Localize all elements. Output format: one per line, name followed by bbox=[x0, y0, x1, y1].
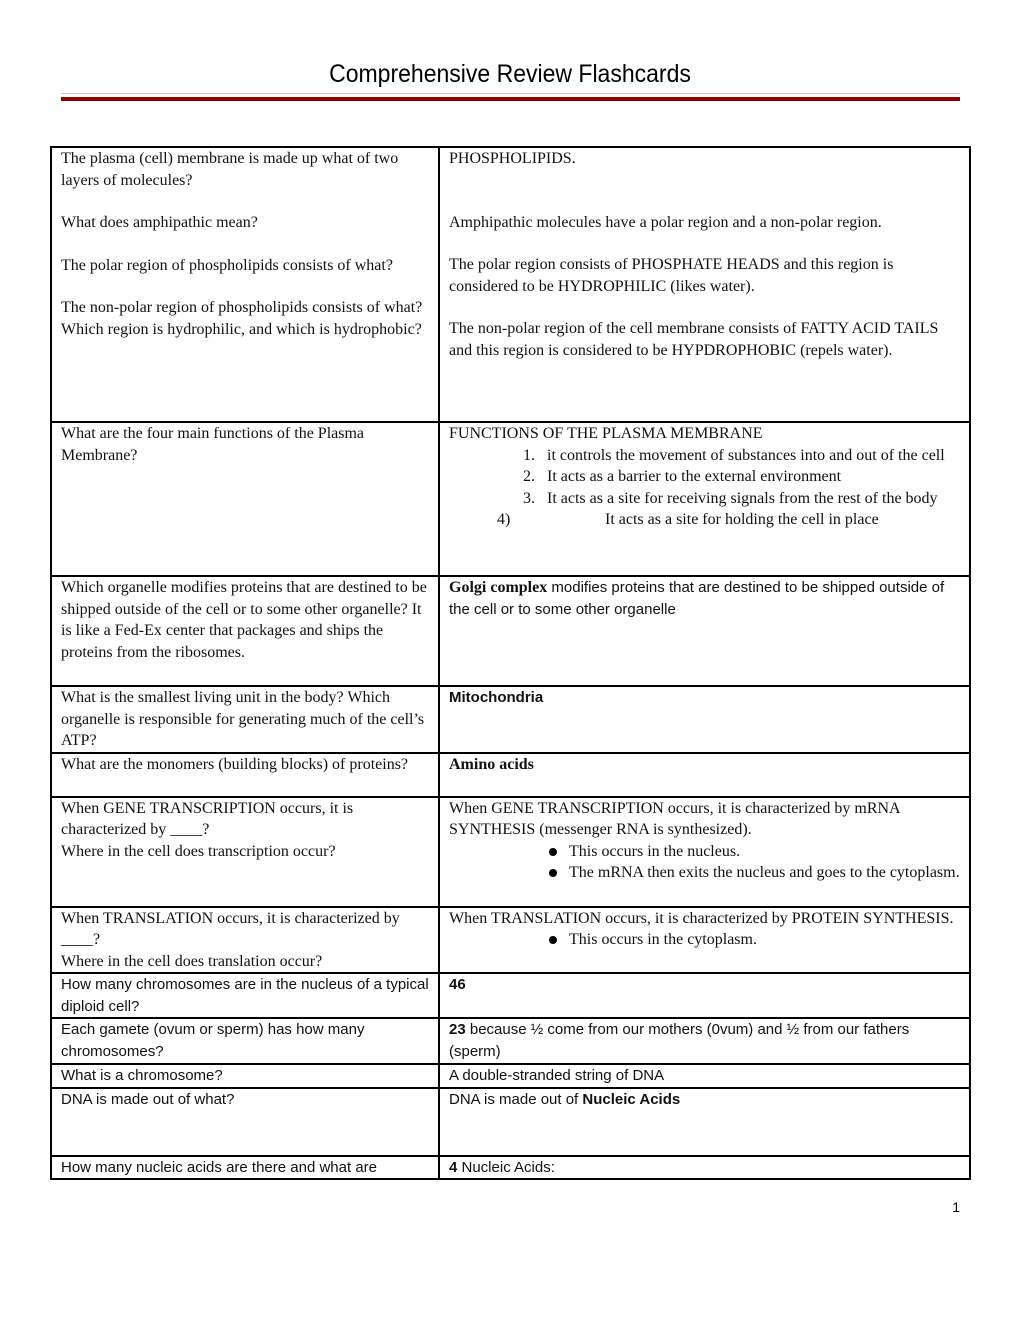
answer: When GENE TRANSCRIPTION occurs, it is characterized by mRNA SYNTHESIS (messenger RNA is synthesized). bbox=[449, 799, 900, 838]
question-cell bbox=[51, 753, 439, 797]
answer-cell bbox=[439, 753, 970, 797]
answer: because ½ come from our mothers (0vum) and ½ from our fathers (sperm) bbox=[449, 1021, 910, 1060]
answer-cell bbox=[439, 1064, 970, 1088]
question: What does amphipathic mean? bbox=[61, 214, 258, 231]
answer-bold: Amino acids bbox=[449, 755, 534, 773]
question-cell bbox=[51, 797, 439, 907]
question: What are the four main functions of the Plasma Membrane? bbox=[61, 425, 365, 464]
answer-bold: Mitochondria bbox=[449, 689, 544, 706]
answer-bold: Nucleic Acids bbox=[582, 1090, 681, 1108]
table-row bbox=[51, 907, 970, 974]
functions-list bbox=[449, 445, 961, 510]
table-row bbox=[51, 1018, 970, 1064]
table-row bbox=[51, 576, 970, 686]
question: What is a chromosome? bbox=[61, 1067, 223, 1084]
question: Each gamete (ovum or sperm) has how many chromosomes? bbox=[61, 1021, 365, 1060]
table-row bbox=[51, 1088, 970, 1156]
answer: DNA is made out of bbox=[449, 1090, 583, 1108]
question: Where in the cell does transcription occur? bbox=[61, 842, 336, 860]
answer: modifies proteins that are destined to be shipped outside of the cell or to some other organelle bbox=[449, 579, 945, 618]
bullet-list bbox=[449, 841, 961, 884]
answer-cell bbox=[439, 576, 970, 686]
list-item: 1. it controls the movement of substances into and out of the cell bbox=[539, 445, 961, 467]
answer: Nucleic Acids: bbox=[457, 1158, 555, 1176]
table-row bbox=[51, 753, 970, 797]
question-cell bbox=[51, 907, 439, 974]
list-item: The mRNA then exits the nucleus and goes to the cytoplasm. bbox=[549, 862, 961, 884]
list-item bbox=[449, 509, 961, 531]
answer: Amphipathic molecules have a polar region and a non-polar region. bbox=[449, 213, 882, 231]
answer-bold: 23 bbox=[449, 1021, 466, 1038]
question-cell bbox=[51, 973, 439, 1018]
page-number: 1 bbox=[952, 1199, 960, 1215]
answer: PHOSPHOLIPIDS. bbox=[449, 150, 576, 167]
title-rule-thick bbox=[61, 97, 960, 101]
question: Which organelle modifies proteins that are destined to be shipped outside of the cell or to some other organelle? It is like a Fed-Ex center that packages and ships the proteins from the ribosomes. bbox=[61, 579, 427, 661]
question: What are the monomers (building blocks) of proteins? bbox=[61, 755, 409, 773]
table-row bbox=[51, 1156, 970, 1180]
answer-cell bbox=[439, 422, 970, 576]
question-cell bbox=[51, 686, 439, 753]
list-item: 2. It acts as a barrier to the external environment bbox=[539, 466, 961, 488]
question-cell bbox=[51, 1064, 439, 1088]
question: What is the smallest living unit in the body? Which organelle is responsible for generating much of the cell’s ATP? bbox=[61, 689, 425, 749]
question-cell bbox=[51, 1018, 439, 1064]
list-item: This occurs in the cytoplasm. bbox=[549, 929, 961, 951]
table-row bbox=[51, 422, 970, 576]
question: How many chromosomes are in the nucleus of a typical diploid cell? bbox=[61, 976, 429, 1015]
title-rule-thin bbox=[61, 93, 960, 94]
answer: The non-polar region of the cell membrane consists of FATTY ACID TAILS and this region is considered to be HYPDROPHOBIC (repels water). bbox=[449, 320, 939, 359]
answer-cell bbox=[439, 797, 970, 907]
answer-cell bbox=[439, 907, 970, 974]
question: When GENE TRANSCRIPTION occurs, it is characterized by ____? bbox=[61, 799, 354, 838]
answer: The polar region consists of PHOSPHATE HEADS and this region is considered to be HYDROPHILIC (likes water). bbox=[449, 256, 894, 295]
answer-cell bbox=[439, 973, 970, 1018]
table-row bbox=[51, 973, 970, 1018]
question: Where in the cell does translation occur? bbox=[61, 952, 323, 970]
table-row bbox=[51, 686, 970, 753]
answer-cell bbox=[439, 1018, 970, 1064]
question: The plasma (cell) membrane is made up what of two layers of molecules? bbox=[61, 150, 399, 189]
answer: When TRANSLATION occurs, it is characterized by PROTEIN SYNTHESIS. bbox=[449, 909, 954, 927]
question: The non-polar region of phospholipids consists of what? bbox=[61, 299, 423, 316]
list-item: 3. It acts as a site for receiving signals from the rest of the body bbox=[539, 488, 961, 510]
question-cell bbox=[51, 1088, 439, 1156]
table-row bbox=[51, 1064, 970, 1088]
question: Which region is hydrophilic, and which is hydrophobic? bbox=[61, 320, 422, 338]
answer: A double-stranded string of DNA bbox=[449, 1067, 665, 1084]
answer-cell bbox=[439, 147, 970, 422]
table-row bbox=[51, 797, 970, 907]
question-cell bbox=[51, 422, 439, 576]
answer-bold: 46 bbox=[449, 976, 466, 993]
answer-bold: Golgi complex bbox=[449, 579, 548, 596]
question-cell bbox=[51, 147, 439, 422]
flashcard-table bbox=[50, 146, 971, 1180]
question: How many nucleic acids are there and what are bbox=[61, 1158, 377, 1176]
answer-cell bbox=[439, 1088, 970, 1156]
question: The polar region of phospholipids consists of what? bbox=[61, 256, 393, 274]
answer-bold: 4 bbox=[449, 1158, 458, 1176]
question: When TRANSLATION occurs, it is characterized by ____? bbox=[61, 909, 400, 948]
question-cell bbox=[51, 1156, 439, 1180]
table-row bbox=[51, 147, 970, 422]
answer-heading: FUNCTIONS OF THE PLASMA MEMBRANE bbox=[449, 425, 763, 442]
bullet-list bbox=[449, 929, 961, 951]
answer-cell bbox=[439, 686, 970, 753]
answer-cell bbox=[439, 1156, 970, 1180]
page-title: Comprehensive Review Flashcards bbox=[329, 60, 691, 88]
question: DNA is made out of what? bbox=[61, 1090, 235, 1108]
list-number: 4) bbox=[497, 511, 511, 528]
list-item: This occurs in the nucleus. bbox=[549, 841, 961, 863]
question-cell bbox=[51, 576, 439, 686]
list-text: It acts as a site for holding the cell in place bbox=[605, 511, 879, 528]
